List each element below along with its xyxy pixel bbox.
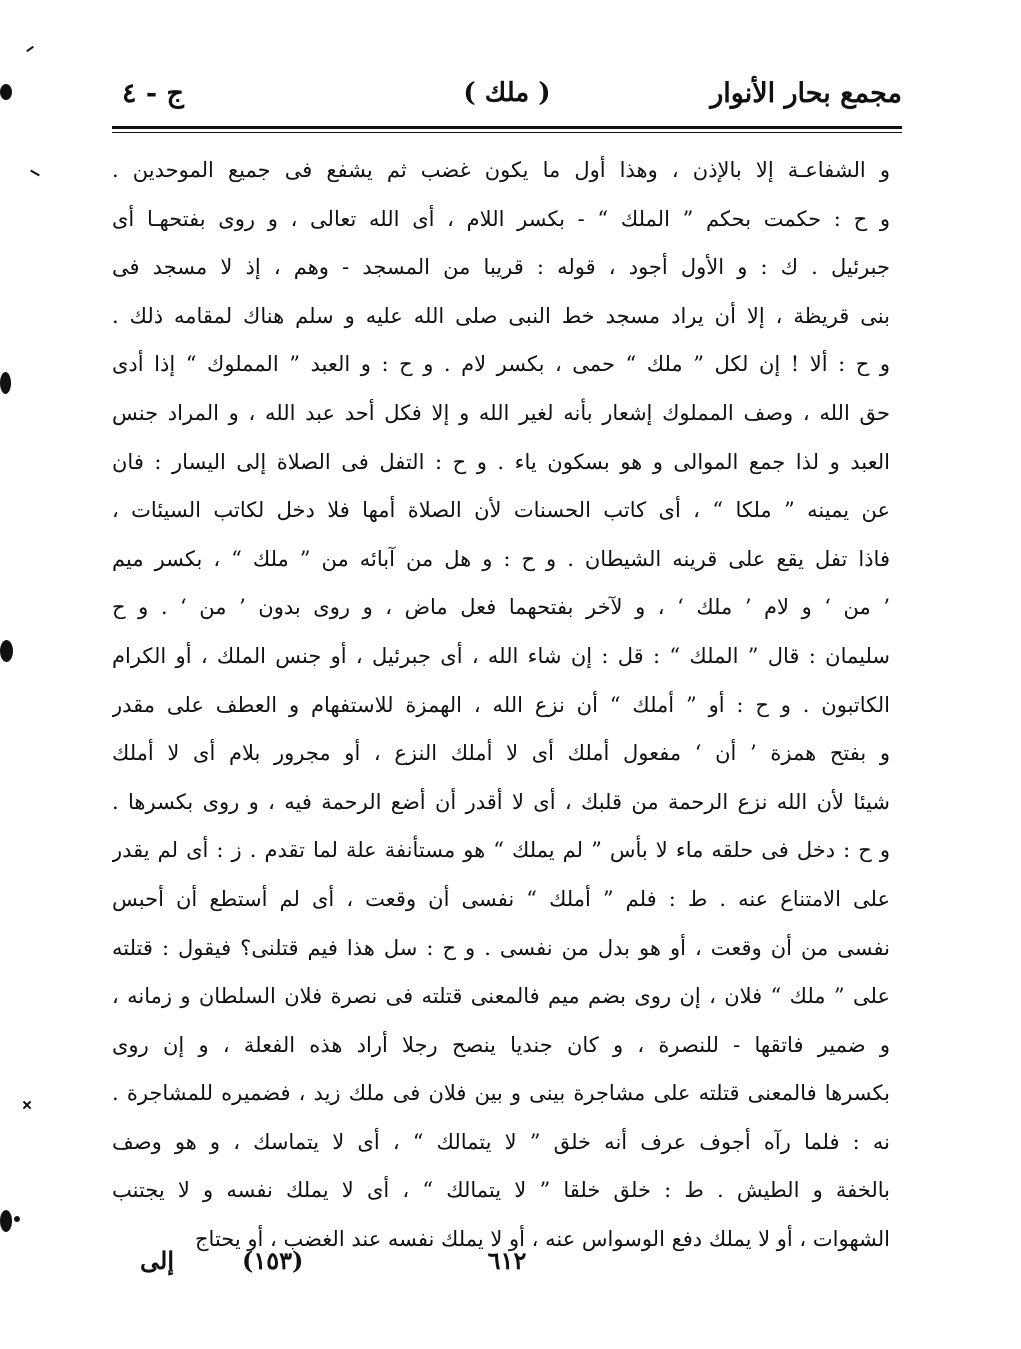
text-line: بنى قريظة ، إلا أن يراد مسجد خط النبى صلى الله عليه و سلم هناك لمقامه ذلك . xyxy=(112,303,890,328)
scan-mark xyxy=(0,640,13,662)
scan-mark xyxy=(30,170,40,177)
serial-number: (١٥٣) xyxy=(242,1246,304,1275)
text-line: العبد و لذا جمع الموالى و هو بسكون ياء . و ح : التفل فى الصلاة إلى اليسار : فان xyxy=(112,449,890,474)
header-rule-thin xyxy=(112,132,902,133)
text-line: ’ من ‘ و لام ’ ملك ‘ ، و لآخر بفتحهما فعل ماض ، و روى بدون ’ من ‘ . و ح xyxy=(112,595,890,620)
text-line: نه : فلما رآه أجوف عرف أنه خلق ” لا يتمالك “ ، أى لا يتماسك ، و هو وصف xyxy=(112,1129,890,1154)
text-line: على ” ملك “ فلان ، إن روى بضم ميم فالمعنى قتلته فى نصرة فلان السلطان و زمانه ، xyxy=(112,984,890,1009)
catchword: إلى xyxy=(140,1246,174,1275)
text-line: شيئا لأن الله نزع الرحمة من قلبك ، أى لا أقدر أن أضع الرحمة فيه ، و روى بكسرها . xyxy=(112,789,890,814)
text-line: جبرئيل . ك : و الأول أجود ، قوله : قريبا من المسجد - وهم ، إذ لا مسجد فى xyxy=(112,255,890,280)
text-line: و الشفاعـة إلا بالإذن ، وهذا أول ما يكون غضب ثم يشفع فى جميع الموحدين . xyxy=(112,158,890,182)
page-footer xyxy=(112,1240,902,1290)
book-title: مجمع بحار الأنوار xyxy=(710,78,902,109)
text-line: و بفتح همزة ’ أن ‘ مفعول أملك أى لا أملك النزع ، أو مجرور بلام أى لا أملك xyxy=(112,741,890,766)
text-line: سليمان : قال ” الملك “ : قل : إن شاء الله ، أى جبرئيل ، أو جنس الملك ، أو الكرام xyxy=(112,643,890,668)
text-line: و ح : ألا ! إن لكل ” ملك “ حمى ، بكسر لام . و ح : و العبد ” المملوك “ إذا أدى xyxy=(112,352,890,377)
page-number: ٦١٢ xyxy=(487,1246,527,1275)
text-line: نفسى من أن وقعت ، أو هو بدل من نفسى . و ح : سل هذا فيم قتلنى؟ فيقول : قتلته xyxy=(112,935,890,960)
text-line: عن يمينه ” ملكا “ ، أى كاتب الحسنات لأن الصلاة أمها فلا دخل لكاتب السيئات ، xyxy=(112,498,890,523)
text-line: و ح : حكمت بحكم ” الملك “ - بكسر اللام ، أى الله تعالى ، و روى بفتحهـا أى xyxy=(112,206,890,231)
text-line: و ضمير فاتقها - للنصرة ، و كان جنديا ينصح رجلا أراد هذه الفعلة ، و إن روى xyxy=(112,1032,890,1057)
volume-number: ج - ٤ xyxy=(122,78,184,109)
text-line: فاذا تفل يقع على قرينه الشيطان . و ح : و هل من آبائه من ” ملك “ ، بكسر ميم xyxy=(112,546,890,571)
running-header xyxy=(112,70,902,120)
text-line: على الامتناع عنه . ط : فلم ” أملك “ نفسى أن وقعت ، أى لم أستطع أن أحبس xyxy=(112,886,890,911)
scan-mark xyxy=(0,1210,12,1232)
text-line: الشهوات ، أو لا يملك دفع الوسواس عنه ، أو لا يملك نفسه عند الغضب ، أو يحتاج xyxy=(195,1227,890,1252)
text-line: حق الله ، وصف المملوك إشعار بأنه لغير الله و إلا فكل أحد عبد الله ، و المراد جنس xyxy=(112,400,890,425)
entry-word: ( ملك ) xyxy=(463,78,551,108)
header-rule-thick xyxy=(112,126,902,129)
text-line: و ح : دخل فى حلقه ماء لا بأس ” لم يملك “ هو مستأنفة علة لما تقدم . ز : أى لم يقدر xyxy=(112,838,890,863)
scan-mark xyxy=(26,46,34,52)
text-line: بالخفة و الطيش . ط : خلق خلقا ” لا يتمالك “ ، أى لا يملك نفسه و لا يجتنب xyxy=(112,1178,890,1203)
scan-mark xyxy=(0,372,11,394)
scan-mark xyxy=(0,84,12,100)
scan-mark xyxy=(14,1216,20,1222)
body-text xyxy=(112,146,890,1264)
text-line: بكسرها فالمعنى قتلته على مشاجرة بينى و بين فلان فى ملك زيد ، فضميره للمشاجرة . xyxy=(112,1081,890,1106)
text-line: الكاتبون . و ح : أو ” أملك “ أن نزع الله ، الهمزة للاستفهام و العطف على مقدر xyxy=(112,692,890,717)
